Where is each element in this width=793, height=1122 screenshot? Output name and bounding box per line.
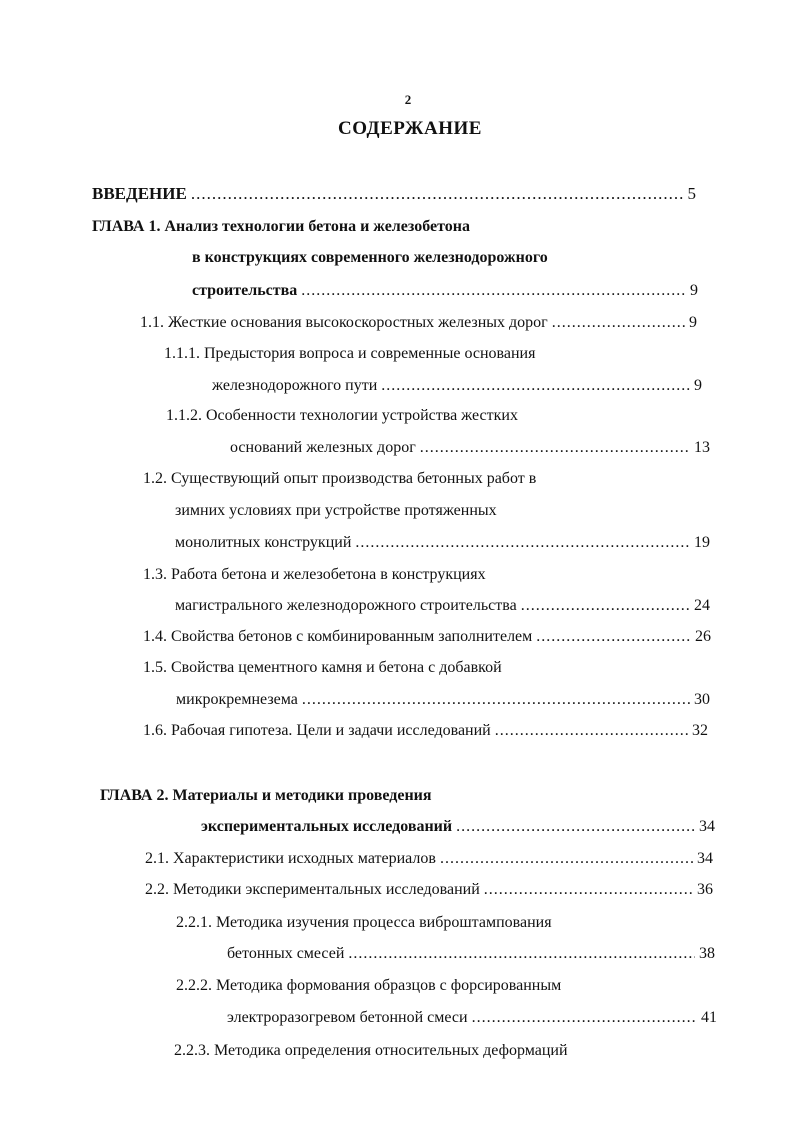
toc-section-1-6[interactable] [143,721,708,741]
dot-leader [456,817,695,837]
toc-page: 24 [694,597,710,614]
dot-leader [495,721,688,741]
toc-label: 1.4. Свойства бетонов с комбинированным заполнителем [143,628,533,645]
toc-page: 38 [699,945,715,962]
toc-entry-intro[interactable] [92,184,696,204]
toc-page: 34 [697,850,713,867]
toc-page: 19 [694,534,710,551]
page-number: 2 [404,92,412,107]
toc-chapter-1-line1[interactable]: ГЛАВА 1. Анализ технологии бетона и железобетона [92,218,470,235]
toc-page: 34 [699,818,715,835]
toc-section-1-2-line3[interactable] [175,533,710,553]
toc-section-1-4[interactable] [143,627,711,647]
dot-leader [521,596,690,616]
toc-section-1-5-line2[interactable] [176,690,710,710]
toc-section-1-5-line1[interactable]: 1.5. Свойства цементного камня и бетона с добавкой [143,659,502,676]
toc-section-2-2-1-line2[interactable] [227,944,715,964]
toc-section-2-2-3-line1[interactable]: 2.2.3. Методика определения относительных деформаций [174,1042,568,1059]
dot-leader [552,313,685,333]
toc-page: 41 [701,1009,717,1026]
toc-section-1-3-line2[interactable] [175,596,710,616]
toc-section-2-2-2-line1[interactable]: 2.2.2. Методика формования образцов с форсированным [176,977,562,994]
toc-page: 9 [689,314,697,331]
dot-leader [191,184,684,204]
toc-section-1-1-2-line2[interactable] [230,438,710,458]
toc-section-1-3-line1[interactable]: 1.3. Работа бетона и железобетона в конструкциях [143,566,486,583]
toc-section-1-1-2-line1[interactable]: 1.1.2. Особенности технологии устройства жестких [166,407,518,424]
toc-page: 30 [694,691,710,708]
dot-leader [381,376,690,396]
toc-label: ВВЕДЕНИЕ [92,184,187,203]
toc-section-2-2[interactable] [145,880,713,900]
toc-label: железнодорожного пути [212,377,378,394]
toc-section-2-1[interactable] [145,849,713,869]
toc-chapter-2-line1[interactable]: ГЛАВА 2. Материалы и методики проведения [100,787,432,804]
toc-section-1-2-line2: зимних условиях при устройстве протяженных [175,502,497,519]
toc-label: 1.6. Рабочая гипотеза. Цели и задачи исследований [143,722,491,739]
toc-page: 26 [695,628,711,645]
toc-section-1-1-1-line2[interactable] [212,376,702,396]
dot-leader [348,944,695,964]
toc-section-2-2-1-line1[interactable]: 2.2.1. Методика изучения процесса виброштампования [176,914,552,931]
toc-label: электроразогревом бетонной смеси [227,1009,468,1026]
toc-label: 2.1. Характеристики исходных материалов [145,850,436,867]
toc-label: магистрального железнодорожного строительства [175,597,517,614]
toc-page: 5 [687,184,696,203]
toc-chapter-2-line2[interactable] [201,817,715,837]
toc-section-1-2-line1[interactable]: 1.2. Существующий опыт производства бетонных работ в [143,470,537,487]
toc-label: монолитных конструкций [175,534,352,551]
toc-chapter-1-line3[interactable] [192,281,698,301]
toc-page: 9 [690,282,698,299]
toc-section-1-1-1-line1[interactable]: 1.1.1. Предыстория вопроса и современные основания [164,345,536,362]
dot-leader [355,533,690,553]
toc-page: 9 [694,377,702,394]
toc-label: 2.2. Методики экспериментальных исследований [145,881,480,898]
toc-page: 36 [697,881,713,898]
toc-chapter-1-line2: в конструкциях современного железнодорожного [192,249,548,266]
toc-section-2-2-2-line2[interactable] [227,1008,717,1028]
toc-label: экспериментальных исследований [201,818,453,835]
dot-leader [301,281,686,301]
toc-label: микрокремнезема [176,691,298,708]
page-title: СОДЕРЖАНИЕ [338,118,482,139]
dot-leader [484,880,693,900]
dot-leader [472,1008,697,1028]
toc-page: 13 [694,439,710,456]
dot-leader [302,690,690,710]
toc-section-1-1[interactable] [140,313,697,333]
toc-label: строительства [192,282,298,299]
toc-page: 32 [692,722,708,739]
toc-label: оснований железных дорог [230,439,416,456]
dot-leader [536,627,691,647]
dot-leader [420,438,690,458]
dot-leader [440,849,693,869]
toc-label: 1.1. Жесткие основания высокоскоростных железных дорог [140,314,548,331]
toc-label: бетонных смесей [227,945,345,962]
